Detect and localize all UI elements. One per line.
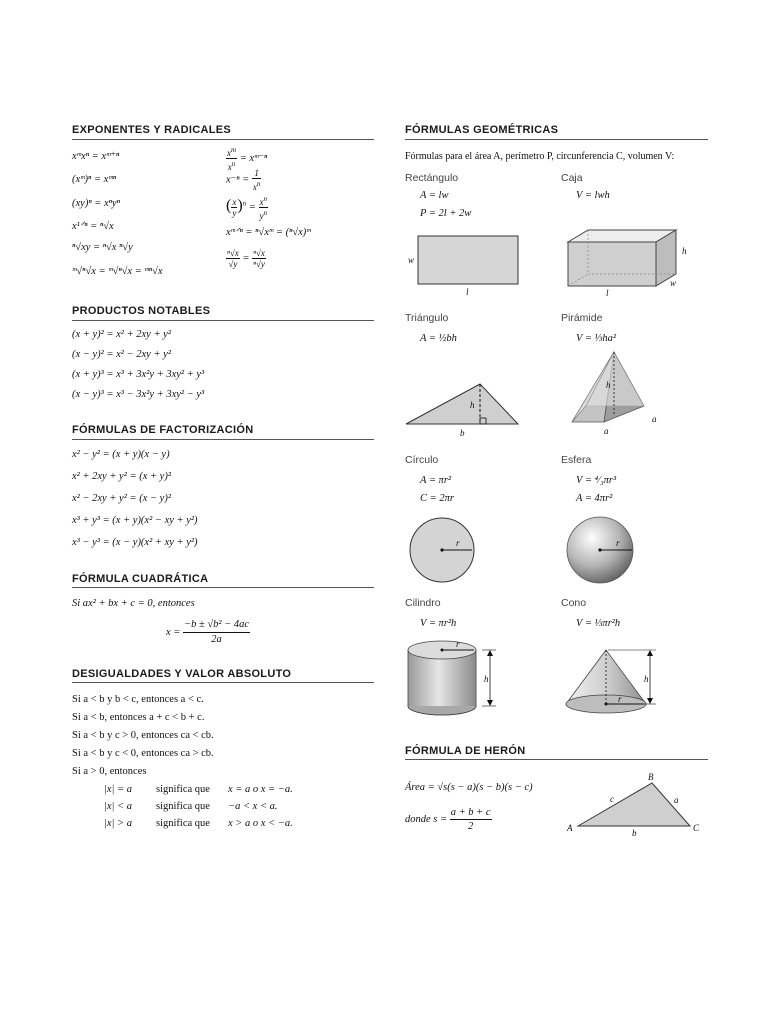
shape-title-caja: Caja [561,172,583,184]
section-title-exponentes: EXPONENTES Y RADICALES [72,124,232,136]
shape-title-cono: Cono [561,597,587,609]
formula-fact-3: x² − 2xy + y² = (x − y)² [72,493,171,504]
section-rule [72,320,374,321]
sphere-figure [564,514,644,586]
ineq-5: Si a > 0, entonces [72,766,147,777]
formula-heron-area: Área = √s(s − a)(s − b)(s − c) [405,782,533,793]
formula-cuad-1: Si ax² + bx + c = 0, entonces [72,598,195,609]
svg-text:w: w [408,255,415,265]
formula-exp-1: xᵐxⁿ = xᵐ⁺ⁿ [72,151,120,162]
shape-title-rectangulo: Rectángulo [405,172,459,184]
formula-pir-vol: V = ⅓ha² [576,333,617,344]
svg-text:h: h [484,674,489,684]
formula-caja-vol: V = lwh [576,190,610,201]
abs-3-lhs: |x| > a [104,818,133,829]
formula-prod-2: (x − y)² = x² − 2xy + y² [72,349,171,360]
svg-text:r: r [616,538,620,548]
svg-text:h: h [682,246,687,256]
svg-text:r: r [456,538,460,548]
svg-text:c: c [610,794,614,804]
triangle-figure [404,378,524,440]
formula-exp-5: ⁿ√xy = ⁿ√x ⁿ√y [72,242,133,253]
svg-text:B: B [648,772,654,782]
geo-intro: Fórmulas para el área A, perímetro P, circunferencia C, volumen V: [405,151,675,162]
heron-triangle-figure [562,770,708,840]
svg-text:a: a [652,414,657,424]
ineq-3: Si a < b y c > 0, entonces ca < cb. [72,730,214,741]
formula-esf-vol: V = ⁴⁄₃πr³ [576,475,617,486]
section-rule [405,139,708,140]
section-title-factorizacion: FÓRMULAS DE FACTORIZACIÓN [72,424,254,436]
shape-title-cilindro: Cilindro [405,597,441,609]
svg-text:A: A [567,823,573,833]
formula-esf-area: A = 4πr² [576,493,613,504]
section-rule [72,439,374,440]
shape-title-piramide: Pirámide [561,312,603,324]
box-figure [560,226,700,298]
pyramid-figure [566,348,670,438]
cylinder-figure [404,638,504,720]
section-title-geometricas: FÓRMULAS GEOMÉTRICAS [405,124,559,136]
formula-exp-3: (xy)ⁿ = xⁿyⁿ [72,198,120,209]
shape-title-esfera: Esfera [561,454,592,466]
shape-title-triangulo: Triángulo [405,312,449,324]
shape-title-circulo: Círculo [405,454,439,466]
abs-3-mid: significa que [156,818,210,829]
section-rule [72,587,374,588]
formula-prod-1: (x + y)² = x² + 2xy + y² [72,329,171,340]
formula-circ-circum: C = 2πr [420,493,454,504]
formula-cuad-2: x = $\frac{\text{−b ± √b² − 4ac}}{2a}$ [166,619,250,645]
formula-exp-10: xᵐᐟⁿ = ⁿ√xᵐ = (ⁿ√x)ᵐ [226,227,311,238]
abs-1-mid: significa que [156,784,210,795]
formula-exp-8: x⁻ⁿ = $\frac{1}{x^n}$ [226,168,261,192]
formula-rect-perim: P = 2l + 2w [420,208,472,219]
abs-3-rhs: x > a o x < −a. [228,818,293,829]
formula-exp-11: $\frac{\text{ⁿ√x}}{√y}$ = $\frac{\text{ⁿ√x}}{\text{ⁿ√y}}$ [227,248,265,269]
cone-figure [564,644,664,720]
section-rule [405,759,708,760]
svg-text:l: l [466,287,469,297]
svg-text:a: a [674,795,679,805]
formula-fact-4: x³ + y³ = (x + y)(x² − xy + y²) [72,515,198,526]
formula-exp-7: $\frac{x^m}{x^n}$ = xᵐ⁻ⁿ [227,146,268,172]
section-rule [72,682,374,683]
formula-tri-area: A = ½bh [420,333,457,344]
formula-prod-4: (x − y)³ = x³ − 3x²y + 3xy² − y³ [72,389,205,400]
formula-rect-area: A = lw [420,190,449,201]
formula-exp-4: x¹ᐟⁿ = ⁿ√x [72,221,114,232]
section-title-desigualdades: DESIGUALDADES Y VALOR ABSOLUTO [72,668,292,680]
ineq-1: Si a < b y b < c, entonces a < c. [72,694,204,705]
abs-1-lhs: |x| = a [104,784,133,795]
svg-text:h: h [470,400,475,410]
svg-text:r: r [456,639,460,649]
section-title-heron: FÓRMULA DE HERÓN [405,745,526,757]
formula-exp-9: ( $\frac{x}{y}$ )$^n$ = $\frac{x^n}{y^n}$ [226,195,267,221]
abs-1-rhs: x = a o x = −a. [228,784,293,795]
abs-2-mid: significa que [156,801,210,812]
rectangle-figure [404,232,524,298]
formula-fact-2: x² + 2xy + y² = (x + y)² [72,471,171,482]
formula-circ-area: A = πr² [420,475,452,486]
svg-text:C: C [693,823,700,833]
circle-figure [404,514,484,586]
svg-text:l: l [606,288,609,298]
formula-fact-5: x³ − y³ = (x − y)(x² + xy + y²) [72,537,198,548]
section-title-productos: PRODUCTOS NOTABLES [72,305,211,317]
abs-2-lhs: |x| < a [104,801,133,812]
svg-text:a: a [604,426,609,436]
svg-text:r: r [618,694,622,704]
section-title-cuadratica: FÓRMULA CUADRÁTICA [72,573,209,585]
svg-text:w: w [670,278,677,288]
formula-cil-vol: V = πr²h [420,618,457,629]
formula-fact-1: x² − y² = (x + y)(x − y) [72,449,170,460]
svg-text:b: b [632,828,637,838]
section-rule [72,139,374,140]
formula-exp-6: ᵐ√ⁿ√x = ᵐ√ⁿ√x = ᵐⁿ√x [72,266,163,277]
ineq-2: Si a < b, entonces a + c < b + c. [72,712,205,723]
formula-exp-2: (xᵐ)ⁿ = xᵐⁿ [72,174,117,185]
svg-text:b: b [460,428,465,438]
formula-prod-3: (x + y)³ = x³ + 3x²y + 3xy² + y³ [72,369,205,380]
ineq-4: Si a < b y c < 0, entonces ca > cb. [72,748,214,759]
abs-2-rhs: −a < x < a. [228,801,278,812]
svg-text:h: h [644,674,649,684]
formula-cono-vol: V = ⅓πr²h [576,618,621,629]
svg-text:h: h [606,380,611,390]
formula-heron-s: donde s = $\frac{a + b + c}{2}$ [405,807,491,832]
